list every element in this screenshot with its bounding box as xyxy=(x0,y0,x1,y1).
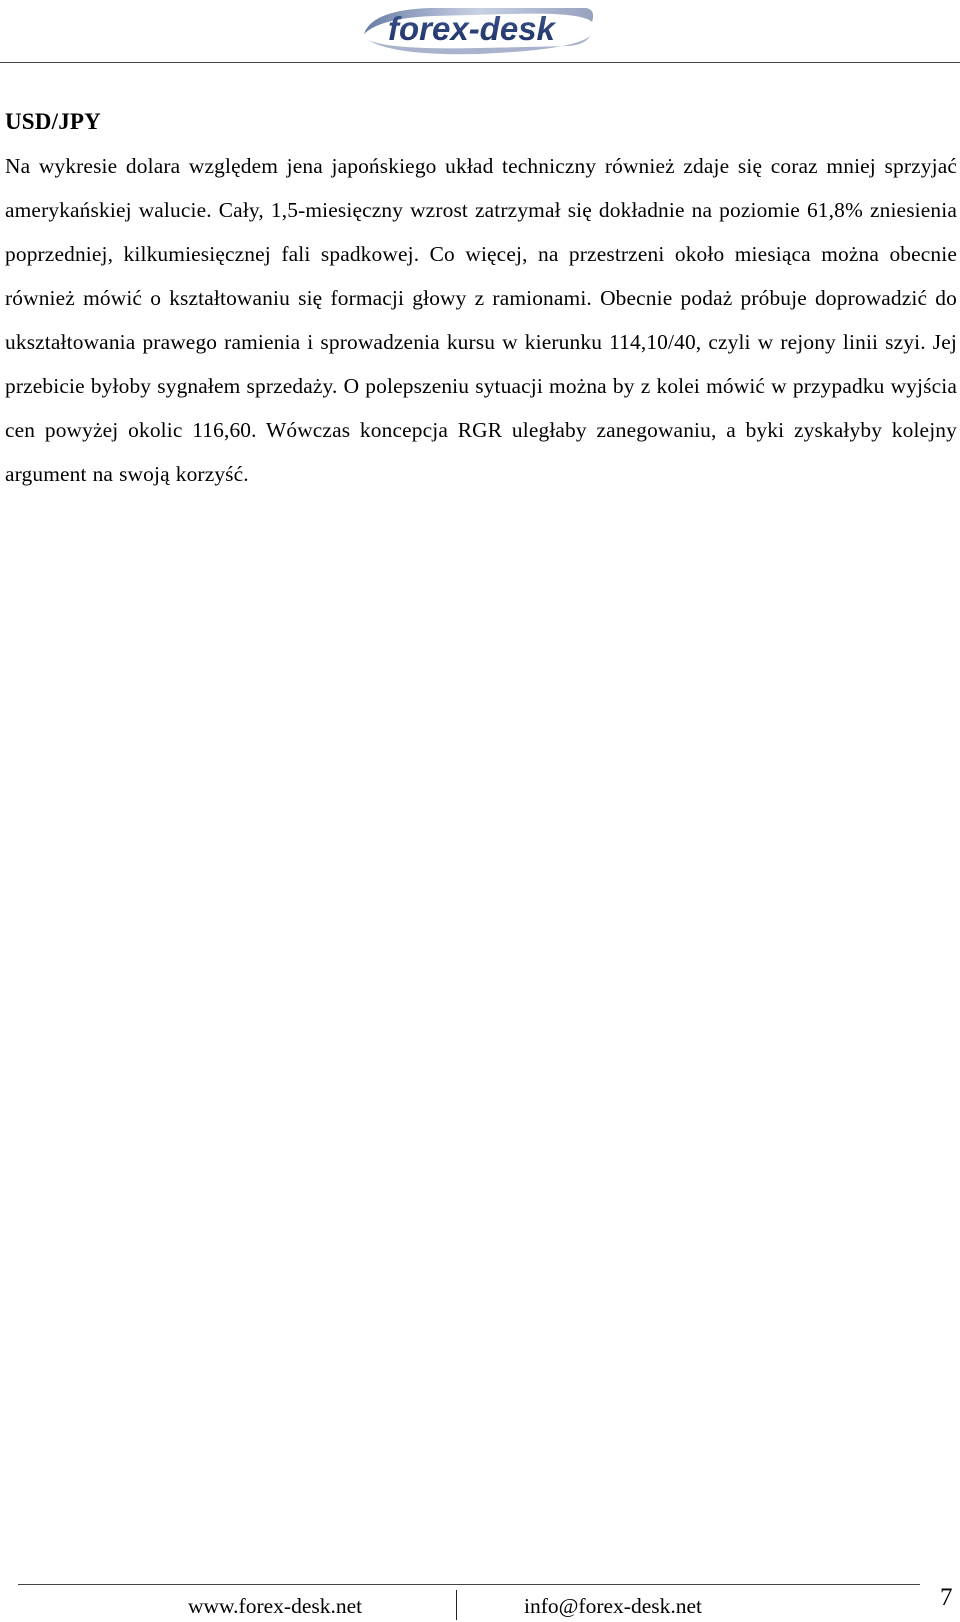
section-title: USD/JPY xyxy=(5,109,101,134)
article-paragraph: Na wykresie dolara względem jena japońskiego układ techniczny również zdaje się coraz mniej sprzyjać amerykańskiej walucie. Cały, 1,5-miesięczny wzrost zatrzymał się dokładnie na poziomie 61,8% zniesienia poprzedniej, kilkumiesięcznej fali spadkowej. Co więcej, na przestrzeni około miesiąca można obecnie również mówić o kształtowaniu się formacji głowy z ramionami. Obecnie podaż próbuje doprowadzić do ukształtowania prawego ramienia i sprowadzenia kursu w kierunku 114,10/40, czyli w rejony linii szyi. Jej przebicie byłoby sygnałem sprzedaży. O polepszeniu sytuacji można by z kolei mówić w przypadku wyjścia cen powyżej okolic 116,60. Wówczas koncepcja RGR uległaby zanegowaniu, a byki zyskałyby kolejny argument na swoją korzyść. xyxy=(5,154,957,486)
page-number: 7 xyxy=(940,1584,953,1611)
page-footer xyxy=(0,1584,960,1622)
footer-email: info@forex-desk.net xyxy=(524,1594,703,1618)
footer-separator xyxy=(456,1590,457,1620)
page-header xyxy=(0,0,960,66)
article-body xyxy=(5,100,957,496)
header-divider xyxy=(0,62,960,63)
forex-desk-logo xyxy=(360,0,600,60)
logo-text: forex-desk xyxy=(388,10,555,47)
footer-website: www.forex-desk.net xyxy=(188,1594,363,1618)
footer-divider xyxy=(18,1584,920,1585)
